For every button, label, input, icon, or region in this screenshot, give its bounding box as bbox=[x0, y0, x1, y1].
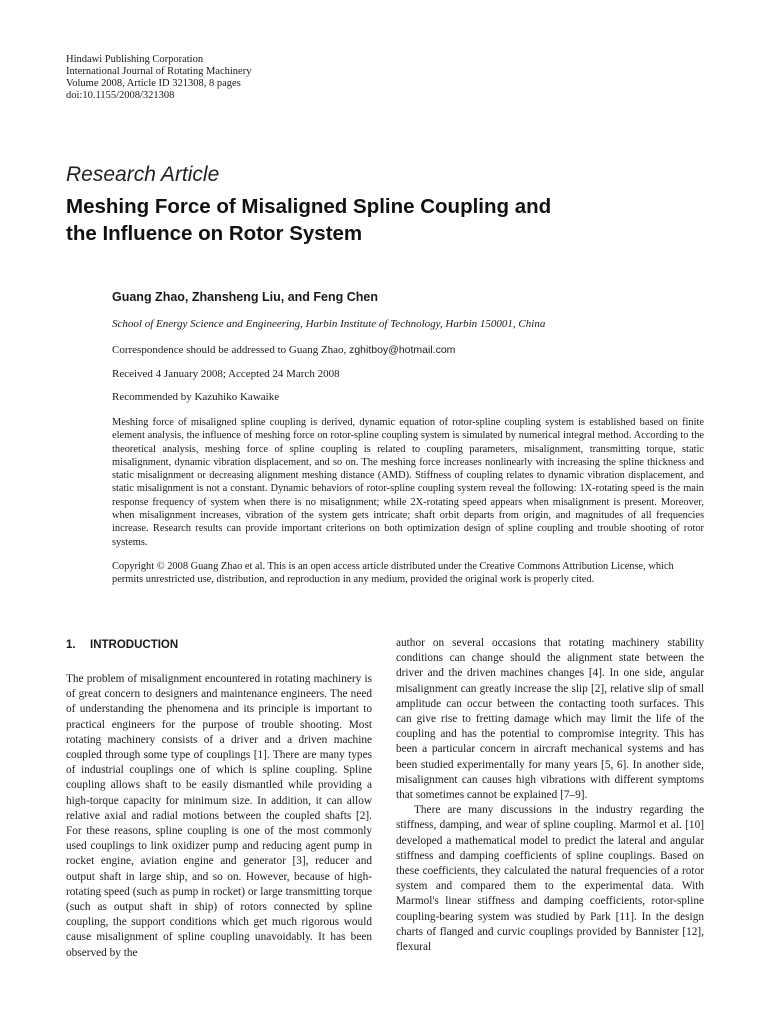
title-line-1: Meshing Force of Misaligned Spline Coupling and bbox=[66, 195, 552, 218]
title-line-2: the Influence on Rotor System bbox=[66, 222, 363, 245]
recommended-by: Recommended by Kazuhiko Kawaike bbox=[112, 391, 280, 403]
intro-paragraph-2: There are many discussions in the industry regarding the stiffness, damping, and wear of spline coupling. Marmol et al. [10] developed a mathematical model to predict the lateral and angular stiffness and damping coefficients of spline couplings. Based on these coefficients, they calculated the natural frequencies of a rotor system and compared them to the experimental data. With Marmol's linear stiffness and damping coefficients, rotor-spline coupling-bearing system was studied by Park [11]. In the design charts of flanged and curvic couplings provided by Bannister [12], flexural bbox=[396, 804, 704, 954]
volume-info: Volume 2008, Article ID 321308, 8 pages bbox=[66, 78, 241, 89]
intro-paragraph-1: The problem of misalignment encountered in rotating machinery is of great concern to designers and maintenance engineers. The need of understanding the phenomena and its principle is important to practical engineers for the purpose of trouble shooting. Most rotating machinery consists of a driver and a driven machine coupled through some type of couplings [1]. There are many types of industrial couplings one of which is spline coupling. Spline coupling allows shaft to be easily dismantled while providing a high-torque capacity for minimum size. In addition, it can allow relative axial and radial motions between the coupled shafts [2]. For these reasons, spline coupling is one of the most commonly used couplings to link oxidizer pump and reducing agent pump in rocket engine, aviation engine and generator [3], reducer and output shaft in large ship, and so on. However, because of high-rotating speed (such as pump in rocket) or large transmitting torque (such as output shaft in ship) of rotors connected by spline coupling, the support conditions which get much rigorous would cause misalignment of spline coupling unavoidably. It has been observed by the bbox=[66, 673, 372, 959]
paper-title bbox=[66, 193, 706, 247]
copyright-notice: Copyright © 2008 Guang Zhao et al. This is an open access article distributed under the Creative Commons Attribution License, which permits unrestricted use, distribution, and reproduction in any medium, provided the original work is properly cited. bbox=[112, 561, 674, 586]
intro-paragraph-1-continued: author on several occasions that rotating machinery stability conditions can change should the alignment state between the driver and the driven machines changes [4]. In one side, angular misalignment can greatly increase the slip [2], relative slip of small amplitude can occur between the contacting tooth surfaces. This can give rise to fretting damage which may limit the life of the coupling and has the potential to compromise integrity. This has been a particular concern in aircraft mechanical systems and has been studied experimentally for many years [5, 6]. In another side, misalignment can causes high vibrations with different symptoms that sometimes cannot be explained [7–9]. bbox=[396, 637, 704, 802]
abstract: Meshing force of misaligned spline coupling is derived, dynamic equation of rotor-spline coupling system is established based on finite element analysis, the influence of meshing force on rotor-spline coupling system is simulated by numerical integral method. According to the theoretical analysis, meshing force of spline coupling is related to coupling parameters, misalignment, transmitting torque, static misalignment, dynamic vibration displacement, and so on. The meshing force increases nonlinearly with increasing the spline thickness and static misalignment or decreasing alignment meshing distance (AMD). Stiffness of coupling relates to dynamic vibration displacement, and static misalignment is not a constant. Dynamic behaviors of rotor-spline coupling system reveal the following: 1X-rotating speed is the main response frequency of system when there is no misalignment; while 2X-rotating speed appears when misalignment is present. Moreover, when misalignment increases, vibration of the system gets intricate; shaft orbit departs from origin, and magnitudes of all frequencies increase. Research results can provide important criterions on both optimization design of spline coupling and trouble shooting of rotor systems. bbox=[112, 417, 704, 548]
affiliation: School of Energy Science and Engineering, Harbin Institute of Technology, Harbin 150001, China bbox=[112, 318, 546, 330]
journal-header bbox=[66, 54, 251, 102]
correspondence-email[interactable]: zghitboy@hotmail.com bbox=[349, 344, 456, 356]
section-number: 1. bbox=[66, 639, 76, 651]
journal-name: International Journal of Rotating Machinery bbox=[66, 66, 252, 77]
publisher: Hindawi Publishing Corporation bbox=[66, 54, 204, 65]
section-title: INTRODUCTION bbox=[90, 639, 179, 651]
correspondence-text: Correspondence should be addressed to Guang Zhao, bbox=[112, 344, 347, 356]
right-column bbox=[396, 636, 704, 955]
correspondence bbox=[112, 344, 455, 356]
authors: Guang Zhao, Zhansheng Liu, and Feng Chen bbox=[112, 290, 378, 304]
left-column bbox=[66, 636, 372, 961]
doi[interactable]: doi:10.1155/2008/321308 bbox=[66, 90, 175, 101]
article-type: Research Article bbox=[66, 163, 220, 186]
received-dates: Received 4 January 2008; Accepted 24 March 2008 bbox=[112, 368, 340, 380]
section-heading-introduction bbox=[66, 639, 372, 672]
